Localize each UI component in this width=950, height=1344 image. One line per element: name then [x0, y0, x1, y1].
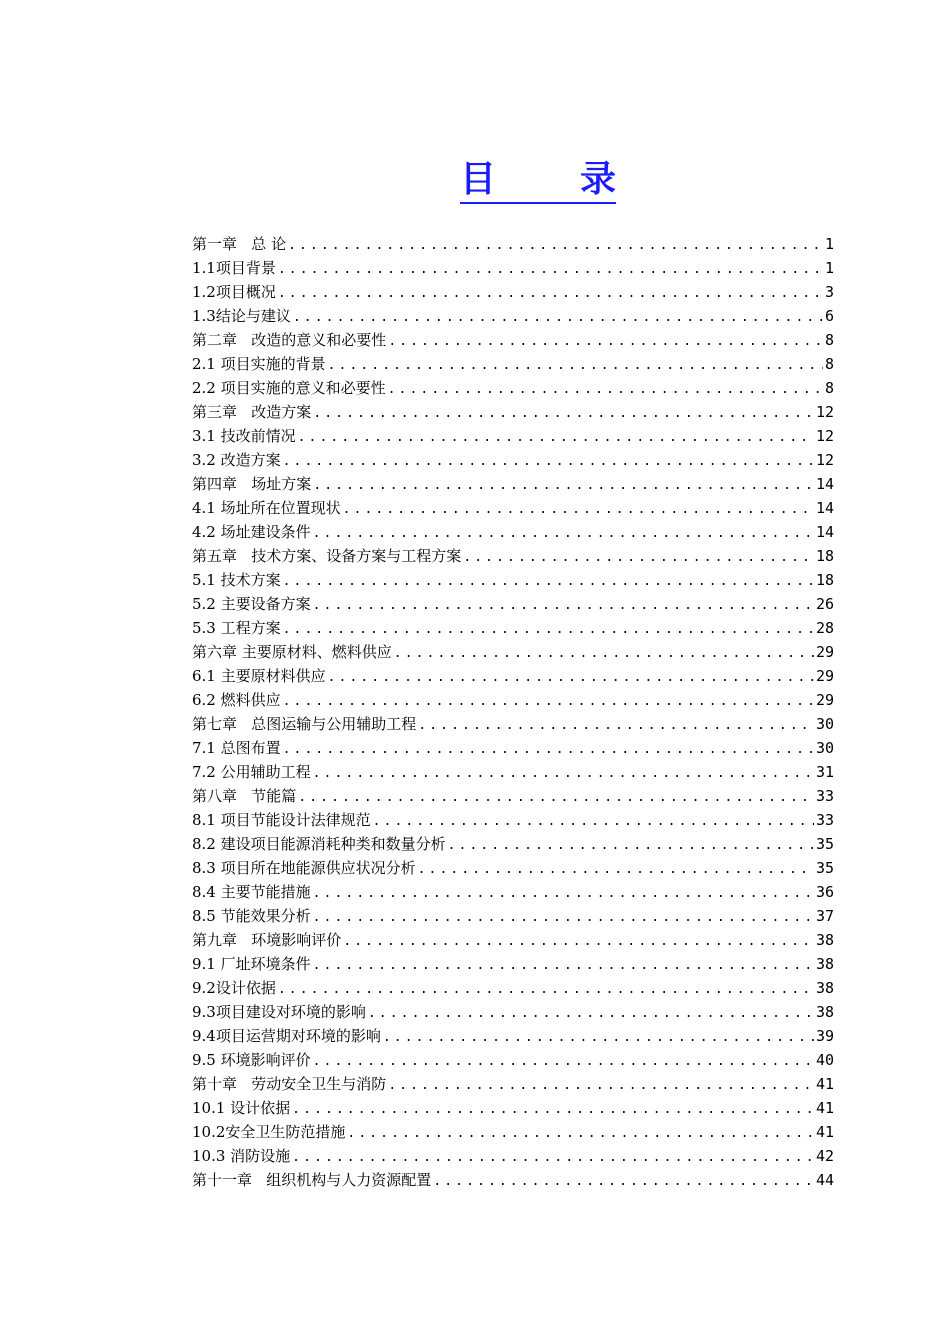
toc-entry-leader-dots [283, 738, 814, 760]
toc-title-right: 录 [579, 159, 616, 200]
toc-entry-leader-dots [388, 378, 823, 400]
toc-entry-leader-dots [283, 570, 814, 592]
toc-entry[interactable] [192, 640, 834, 664]
toc-entry-text: 第三章 改造方案 [192, 403, 312, 421]
toc-entry[interactable] [192, 1096, 834, 1120]
toc-entry-leader-dots [313, 906, 814, 928]
toc-entry-page-number: 18 [815, 547, 834, 565]
toc-entry-text: 5.1 技术方案 [192, 571, 281, 589]
toc-entry[interactable] [192, 376, 834, 400]
toc-entry-page-number: 26 [815, 595, 834, 613]
toc-entry-leader-dots [283, 690, 814, 712]
toc-entry-text: 8.5 节能效果分析 [192, 907, 311, 925]
toc-entry-leader-dots [388, 1074, 814, 1096]
toc-entry[interactable] [192, 784, 834, 808]
toc-entry[interactable] [192, 256, 834, 280]
toc-entry-leader-dots [283, 618, 814, 640]
toc-entry-text: 8.3 项目所在地能源供应状况分析 [192, 859, 416, 877]
toc-entry-text: 第五章 技术方案、设备方案与工程方案 [192, 547, 462, 565]
toc-entry[interactable] [192, 856, 834, 880]
toc-entry-text: 1.2项目概况 [192, 283, 276, 301]
toc-entry-text: 6.2 燃料供应 [192, 691, 281, 709]
toc-entry-text: 第十章 劳动安全卫生与消防 [192, 1075, 387, 1093]
toc-entry-page-number: 40 [815, 1051, 834, 1069]
toc-entry-page-number: 30 [815, 739, 834, 757]
toc-entry-leader-dots [343, 498, 814, 520]
toc-entry-page-number: 36 [815, 883, 834, 901]
toc-entry-page-number: 41 [815, 1075, 834, 1093]
toc-entry-text: 6.1 主要原材料供应 [192, 667, 326, 685]
toc-entry-leader-dots [418, 858, 814, 880]
toc-entry-text: 10.1 设计依据 [192, 1099, 291, 1117]
toc-entry-text: 3.1 技改前情况 [192, 427, 296, 445]
toc-entry-page-number: 8 [824, 379, 834, 397]
toc-entry[interactable] [192, 712, 834, 736]
toc-entry-text: 2.1 项目实施的背景 [192, 355, 326, 373]
toc-entry-leader-dots [343, 930, 814, 952]
toc-entry-text: 9.3项目建设对环境的影响 [192, 1003, 366, 1021]
toc-entry-text: 9.4项目运营期对环境的影响 [192, 1027, 381, 1045]
toc-entry-page-number: 41 [815, 1123, 834, 1141]
toc-entry-leader-dots [347, 1122, 814, 1144]
toc-entry-page-number: 37 [815, 907, 834, 925]
toc-entry-page-number: 12 [815, 427, 834, 445]
toc-entry-text: 8.1 项目节能设计法律规范 [192, 811, 371, 829]
toc-entry[interactable] [192, 880, 834, 904]
toc-entry-text: 5.2 主要设备方案 [192, 595, 311, 613]
toc-entry[interactable] [192, 280, 834, 304]
toc-entry-page-number: 8 [824, 331, 834, 349]
toc-entry[interactable] [192, 448, 834, 472]
toc-entry-page-number: 33 [815, 787, 834, 805]
toc-entry-leader-dots [394, 642, 814, 664]
toc-entry[interactable] [192, 1048, 834, 1072]
toc-entry[interactable] [192, 1144, 834, 1168]
toc-entry-text: 1.1项目背景 [192, 259, 276, 277]
toc-entry-leader-dots [328, 354, 823, 376]
toc-entry[interactable] [192, 1000, 834, 1024]
toc-entry-leader-dots [383, 1026, 814, 1048]
toc-entry-page-number: 6 [824, 307, 834, 325]
toc-entry[interactable] [192, 904, 834, 928]
toc-entry-leader-dots [292, 1146, 814, 1168]
toc-entry-text: 第八章 节能篇 [192, 787, 297, 805]
toc-entry[interactable] [192, 1120, 834, 1144]
toc-title-link[interactable] [460, 152, 616, 204]
toc-entry-text: 10.2安全卫生防范措施 [192, 1123, 346, 1141]
toc-entry-text: 第一章 总 论 [192, 235, 287, 253]
toc-entry[interactable] [192, 232, 834, 256]
toc-entry[interactable] [192, 544, 834, 568]
toc-entry-leader-dots [278, 978, 814, 1000]
toc-entry-page-number: 41 [815, 1099, 834, 1117]
toc-entry-page-number: 38 [815, 931, 834, 949]
toc-entry-page-number: 12 [815, 451, 834, 469]
toc-entry-text: 1.3结论与建议 [192, 307, 291, 325]
toc-entry[interactable] [192, 928, 834, 952]
toc-entry-text: 4.1 场址所在位置现状 [192, 499, 341, 517]
toc-entry[interactable] [192, 472, 834, 496]
toc-entry-page-number: 44 [815, 1171, 834, 1189]
toc-entry-leader-dots [278, 258, 823, 280]
toc-entry[interactable] [192, 976, 834, 1000]
toc-entry-leader-dots [433, 1170, 814, 1192]
toc-entry-leader-dots [313, 522, 814, 544]
toc-entry-page-number: 8 [824, 355, 834, 373]
toc-entry[interactable] [192, 760, 834, 784]
toc-list [192, 232, 834, 1192]
toc-entry[interactable] [192, 400, 834, 424]
toc-entry-page-number: 14 [815, 523, 834, 541]
toc-entry-text: 9.5 环境影响评价 [192, 1051, 311, 1069]
toc-entry[interactable] [192, 808, 834, 832]
toc-entry-page-number: 14 [815, 475, 834, 493]
toc-entry-leader-dots [278, 282, 823, 304]
toc-entry[interactable] [192, 616, 834, 640]
toc-entry-leader-dots [448, 834, 814, 856]
toc-entry-leader-dots [292, 1098, 814, 1120]
toc-entry[interactable] [192, 568, 834, 592]
toc-entry-page-number: 1 [824, 259, 834, 277]
toc-entry-text: 7.1 总图布置 [192, 739, 281, 757]
toc-entry[interactable] [192, 352, 834, 376]
toc-entry-page-number: 3 [824, 283, 834, 301]
toc-entry-page-number: 35 [815, 859, 834, 877]
toc-entry[interactable] [192, 1072, 834, 1096]
toc-entry-page-number: 1 [824, 235, 834, 253]
toc-entry-page-number: 38 [815, 1003, 834, 1021]
toc-entry-leader-dots [313, 1050, 814, 1072]
toc-entry-leader-dots [298, 786, 814, 808]
toc-entry-page-number: 28 [815, 619, 834, 637]
toc-entry-text: 9.2设计依据 [192, 979, 276, 997]
toc-entry-leader-dots [283, 450, 814, 472]
toc-entry-page-number: 29 [815, 643, 834, 661]
toc-entry-leader-dots [313, 594, 814, 616]
toc-entry-text: 2.2 项目实施的意义和必要性 [192, 379, 386, 397]
toc-entry-text: 第二章 改造的意义和必要性 [192, 331, 387, 349]
toc-title-left: 目 [460, 159, 497, 200]
toc-entry-leader-dots [313, 882, 814, 904]
toc-entry[interactable] [192, 496, 834, 520]
toc-entry-page-number: 39 [815, 1027, 834, 1045]
toc-entry-page-number: 12 [815, 403, 834, 421]
toc-entry[interactable] [192, 832, 834, 856]
toc-entry-text: 第九章 环境影响评价 [192, 931, 342, 949]
toc-entry[interactable] [192, 304, 834, 328]
toc-entry-leader-dots [313, 954, 814, 976]
toc-entry-text: 8.4 主要节能措施 [192, 883, 311, 901]
toc-entry-text: 5.3 工程方案 [192, 619, 281, 637]
toc-entry-leader-dots [298, 426, 814, 448]
toc-entry[interactable] [192, 592, 834, 616]
toc-entry-text: 第六章 主要原材料、燃料供应 [192, 643, 392, 661]
toc-entry-leader-dots [388, 330, 823, 352]
toc-entry-text: 3.2 改造方案 [192, 451, 281, 469]
toc-entry[interactable] [192, 328, 834, 352]
toc-entry-page-number: 38 [815, 979, 834, 997]
toc-entry-leader-dots [368, 1002, 814, 1024]
toc-entry-leader-dots [418, 714, 814, 736]
toc-entry-page-number: 42 [815, 1147, 834, 1165]
toc-entry[interactable] [192, 424, 834, 448]
toc-entry-leader-dots [288, 234, 823, 256]
toc-entry[interactable] [192, 664, 834, 688]
toc-entry-leader-dots [313, 474, 814, 496]
toc-entry-page-number: 29 [815, 691, 834, 709]
toc-entry-text: 10.3 消防设施 [192, 1147, 291, 1165]
toc-entry-page-number: 31 [815, 763, 834, 781]
toc-entry[interactable] [192, 1024, 834, 1048]
toc-entry-leader-dots [313, 402, 814, 424]
toc-entry-leader-dots [293, 306, 823, 328]
toc-entry-page-number: 29 [815, 667, 834, 685]
toc-entry-text: 第四章 场址方案 [192, 475, 312, 493]
toc-entry[interactable] [192, 1168, 834, 1192]
toc-entry[interactable] [192, 736, 834, 760]
toc-entry[interactable] [192, 952, 834, 976]
toc-entry[interactable] [192, 520, 834, 544]
toc-entry-page-number: 30 [815, 715, 834, 733]
toc-entry[interactable] [192, 688, 834, 712]
toc-entry-page-number: 14 [815, 499, 834, 517]
toc-entry-leader-dots [328, 666, 814, 688]
toc-entry-page-number: 38 [815, 955, 834, 973]
toc-entry-leader-dots [373, 810, 814, 832]
toc-entry-page-number: 18 [815, 571, 834, 589]
toc-entry-text: 第十一章 组织机构与人力资源配置 [192, 1171, 432, 1189]
toc-entry-page-number: 33 [815, 811, 834, 829]
toc-entry-text: 第七章 总图运输与公用辅助工程 [192, 715, 417, 733]
toc-entry-text: 8.2 建设项目能源消耗种类和数量分析 [192, 835, 446, 853]
toc-entry-text: 9.1 厂址环境条件 [192, 955, 311, 973]
toc-entry-text: 4.2 场址建设条件 [192, 523, 311, 541]
toc-entry-leader-dots [313, 762, 814, 784]
toc-entry-leader-dots [463, 546, 814, 568]
toc-entry-page-number: 35 [815, 835, 834, 853]
toc-entry-text: 7.2 公用辅助工程 [192, 763, 311, 781]
